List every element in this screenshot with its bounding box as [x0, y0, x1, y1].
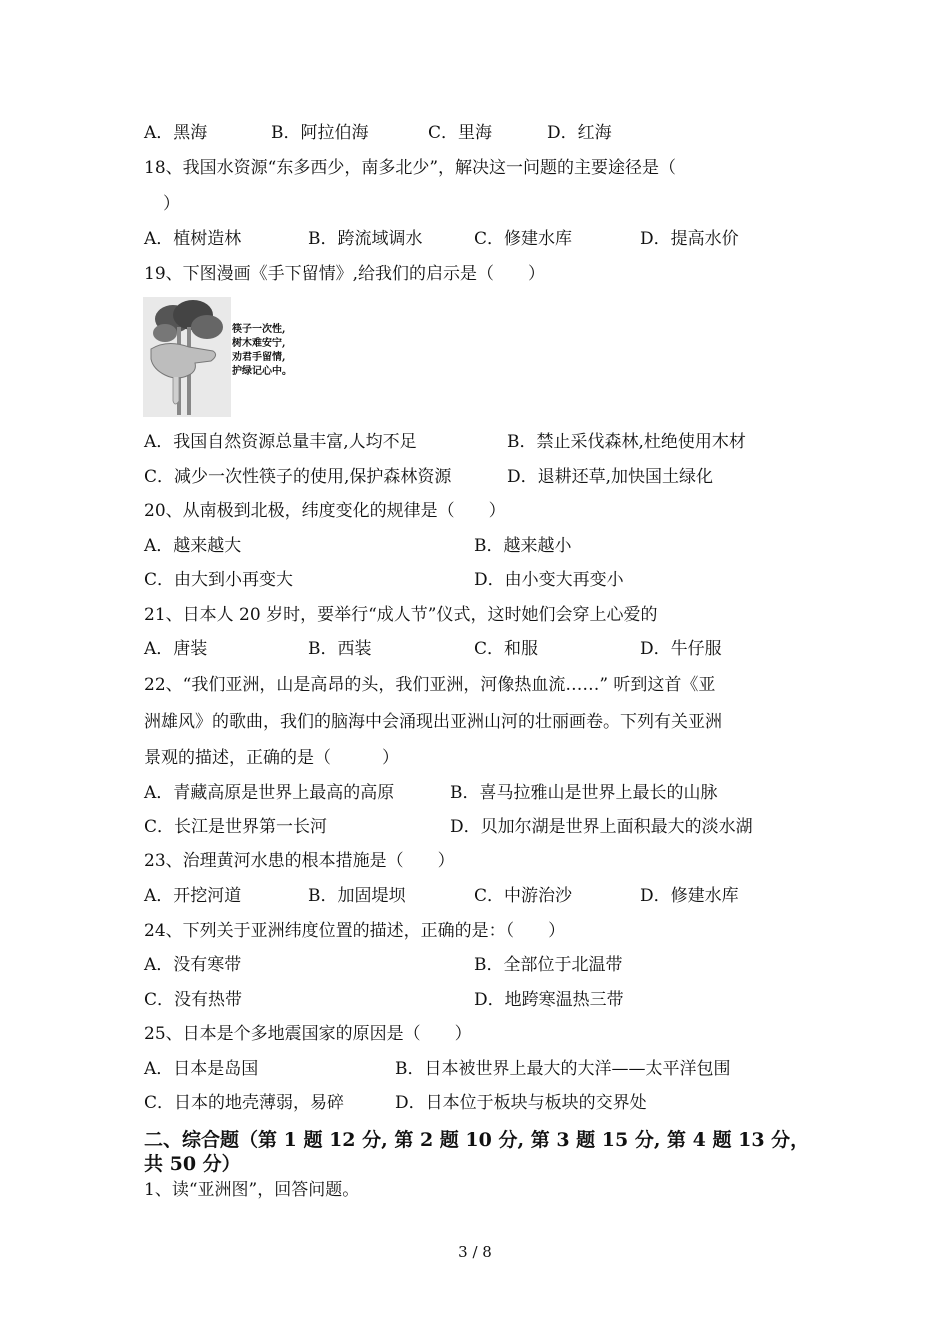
- q24-option-b: B．全部位于北温带: [474, 955, 623, 975]
- q18-option-b: B．跨流域调水: [308, 229, 423, 249]
- q18-option-a: A．植树造林: [144, 229, 242, 249]
- q25-option-d: D．日本位于板块与板块的交界处: [395, 1093, 647, 1113]
- q22-option-c: C．长江是世界第一长河: [144, 817, 328, 837]
- q23-option-d: D．修建水库: [640, 886, 739, 906]
- q25-option-b: B．日本被世界上最大的大洋——太平洋包围: [395, 1059, 731, 1079]
- q22-stem-line-3: 景观的描述，正确的是（ ）: [144, 748, 399, 768]
- q24-option-d: D．地跨寒温热三带: [474, 990, 624, 1010]
- q20-option-d: D．由小变大再变小: [474, 570, 624, 590]
- cartoon-caption-line-1: 筷子一次性,: [232, 324, 286, 335]
- q25-stem: 25、日本是个多地震国家的原因是（ ）: [144, 1024, 472, 1044]
- q19-stem: 19、下图漫画《手下留情》,给我们的启示是（ ）: [144, 264, 546, 284]
- q18-option-c: C．修建水库: [474, 229, 573, 249]
- q17-option-a: A．黑海: [144, 123, 208, 143]
- q18-stem: 18、我国水资源“东多西少，南多北少”，解决这一问题的主要途径是（: [144, 158, 677, 178]
- q17-option-d: D．红海: [547, 123, 612, 143]
- q23-option-b: B．加固堤坝: [308, 886, 406, 906]
- q22-stem-line-1: 22、“我们亚洲，山是高昂的头，我们亚洲，河像热血流……” 听到这首《亚: [144, 675, 716, 695]
- q21-option-a: A．唐装: [144, 639, 208, 659]
- section-2-heading-line-2: 共 50 分）: [144, 1153, 241, 1175]
- q20-option-c: C．由大到小再变大: [144, 570, 294, 590]
- q20-stem: 20、从南极到北极，纬度变化的规律是（ ）: [144, 501, 506, 521]
- q17-option-c: C．里海: [428, 123, 493, 143]
- q25-option-c: C．日本的地壳薄弱，易碎: [144, 1093, 345, 1113]
- q21-option-c: C．和服: [474, 639, 539, 659]
- q22-stem-line-2: 洲雄风》的歌曲，我们的脑海中会涌现出亚洲山河的壮丽画卷。下列有关亚洲: [144, 712, 722, 732]
- q21-stem: 21、日本人 20 岁时，要举行“成人节”仪式，这时她们会穿上心爱的: [144, 605, 658, 625]
- q19-option-d: D．退耕还草,加快国土绿化: [507, 467, 714, 487]
- chopsticks-cartoon-image: [143, 297, 303, 417]
- section-2-heading: [144, 1128, 824, 1176]
- q21-option-d: D．牛仔服: [640, 639, 722, 659]
- q23-option-a: A．开挖河道: [144, 886, 242, 906]
- q20-option-a: A．越来越大: [144, 536, 242, 556]
- q22-option-a: A．青藏高原是世界上最高的高原: [144, 783, 395, 803]
- q24-option-a: A．没有寒带: [144, 955, 242, 975]
- q19-option-a: A．我国自然资源总量丰富,人均不足: [144, 432, 417, 452]
- cartoon-caption-line-2: 树木难安宁,: [232, 338, 286, 349]
- q19-option-b: B．禁止采伐森林,杜绝使用木材: [507, 432, 746, 452]
- q24-option-c: C．没有热带: [144, 990, 243, 1010]
- q23-option-c: C．中游治沙: [474, 886, 573, 906]
- q18-stem-continuation: ）: [163, 194, 180, 214]
- page-number: 3 / 8: [458, 1243, 492, 1261]
- section-2-question-1: 1、读“亚洲图”，回答问题。: [144, 1180, 360, 1200]
- q24-stem: 24、下列关于亚洲纬度位置的描述，正确的是：（ ）: [144, 921, 566, 941]
- q18-option-d: D．提高水价: [640, 229, 739, 249]
- cartoon-caption-line-3: 劝君手留情,: [232, 352, 286, 363]
- section-2-heading-line-1: 二、综合题（第 1 题 12 分, 第 2 题 10 分, 第 3 题 15 分, 第 4 题 13 分，: [144, 1129, 810, 1151]
- cartoon-caption-line-4: 护绿记心中。: [232, 366, 292, 377]
- q23-stem: 23、治理黄河水患的根本措施是（ ）: [144, 851, 455, 871]
- q17-option-b: B．阿拉伯海: [271, 123, 369, 143]
- q21-option-b: B．西装: [308, 639, 372, 659]
- q22-option-b: B．喜马拉雅山是世界上最长的山脉: [450, 783, 718, 803]
- q25-option-a: A．日本是岛国: [144, 1059, 259, 1079]
- q22-option-d: D．贝加尔湖是世界上面积最大的淡水湖: [450, 817, 753, 837]
- q20-option-b: B．越来越小: [474, 536, 572, 556]
- q19-option-c: C．减少一次性筷子的使用,保护森林资源: [144, 467, 452, 487]
